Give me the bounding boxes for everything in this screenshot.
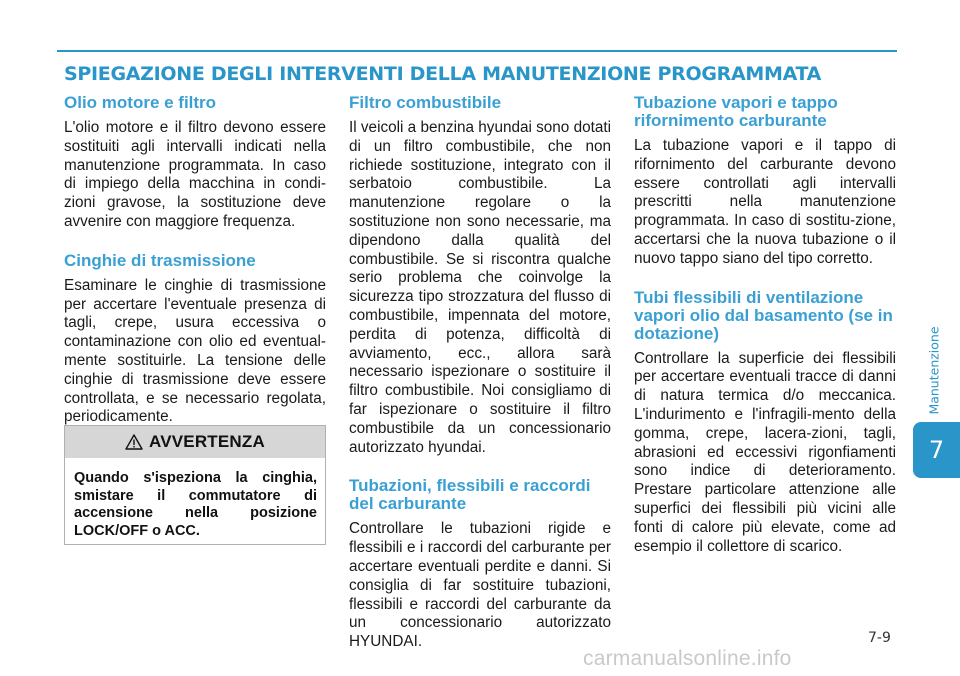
section-heading-drive-belts: Cinghie di trasmissione xyxy=(64,250,256,270)
watermark: carmanualsonline.info xyxy=(583,647,792,670)
column-2 xyxy=(349,94,611,672)
warning-box xyxy=(64,425,326,545)
column-3 xyxy=(634,94,896,576)
section-heading-fuel-filter: Filtro combustibile xyxy=(349,93,502,112)
column-1 xyxy=(64,94,326,447)
section-heading-oil-filter: Olio motore e filtro xyxy=(64,93,217,112)
chapter-label xyxy=(924,320,944,420)
warning-text: Quando s'ispeziona la cinghia, smistare il commutatore di accensione nella posizione LOCK/OFF o ACC. xyxy=(74,470,317,539)
section-heading-vapor-hose: Tubazione vapori e tappo rifornimento carburante xyxy=(634,93,838,130)
top-rule xyxy=(57,50,897,52)
page-title: SPIEGAZIONE DEGLI INTERVENTI DELLA MANUTENZIONE PROGRAMMATA xyxy=(64,63,822,85)
section-body-fuel-lines: Controllare le tubazioni rigide e flessibili e i raccordi del carburante per accertare eventuali perdite e danni. Si consiglia di far sostituire tubazioni, flessibili e raccordi del carburante da un concessionario autorizzato HYUNDAI. xyxy=(349,520,611,651)
chapter-number: 7 xyxy=(928,436,945,464)
chapter-tab xyxy=(913,422,960,478)
warning-triangle-icon xyxy=(125,434,143,450)
section-body-fuel-filter: Il veicoli a benzina hyundai sono dotati di un filtro combustibile, che non richiede sostituzione, integrato con il serbatoio combustibile. La manutenzione regolare o la sostituzione non sono necessarie, ma dipendono dalla qualità del combustibile. Se si riscontra qualche serio problema che coinvolge la sicurezza tipo strozzatura del flusso di combustibile, impennata del motore, perdita di potenza, difficoltà di avviamento, ecc., allora sarà necessario ispezionare o sostituire il filtro combustibile. Noi consigliamo di far ispezionare o sostituire il filtro combustibile da un concessionario autorizzato hyundai. xyxy=(349,119,611,456)
section-body-crankcase-hoses: Controllare la superficie dei flessibili per accertare eventuali tracce di danni di natura termica d/o meccanica. L'indurimento e l'infragili-mento della gomma, crepe, lacera-zioni, tagli, abrasioni ed eccessivi rigonfiamenti sono indice di deterioramento. Prestare particolare attenzione alle superfici dei flessibili più vicini alle fonti di calore più elevate, come ad esempio il collettore di scarico. xyxy=(634,349,896,555)
warning-header xyxy=(65,426,325,458)
chapter-label-text: Manutenzione xyxy=(926,325,942,415)
section-body-vapor-hose: La tubazione vapori e il tappo di rifornimento del carburante devono essere controllati agli intervalli prescritti nella manutenzione programmata. In caso di sostitu-zione, accertarsi che la nuova tubazione o il nuovo tappo siano del tipo corretto. xyxy=(634,137,896,267)
section-heading-crankcase-hoses: Tubi flessibili di ventilazione vapori olio dal basamento (se in dotazione) xyxy=(634,287,893,343)
section-heading-fuel-lines: Tubazioni, flessibili e raccordi del carburante xyxy=(349,476,591,514)
section-body-drive-belts: Esaminare le cinghie di trasmissione per accertare l'eventuale presenza di tagli, crepe, usura eccessiva o contaminazione con olio ed eventual-mente sostituirle. La tensione delle cinghie di trasmissione deve essere controllata, e se necessario regolata, periodicamente. xyxy=(64,276,326,426)
warning-title: AVVERTENZA xyxy=(149,432,265,451)
page-number: 7-9 xyxy=(868,630,891,646)
section-body-oil-filter: L'olio motore e il filtro devono essere sostituiti agli intervalli indicati nella manutenzione programmata. In caso di impiego della macchina in condi-zioni gravose, la sostituzione deve avvenire con maggiore frequenza. xyxy=(64,119,326,230)
